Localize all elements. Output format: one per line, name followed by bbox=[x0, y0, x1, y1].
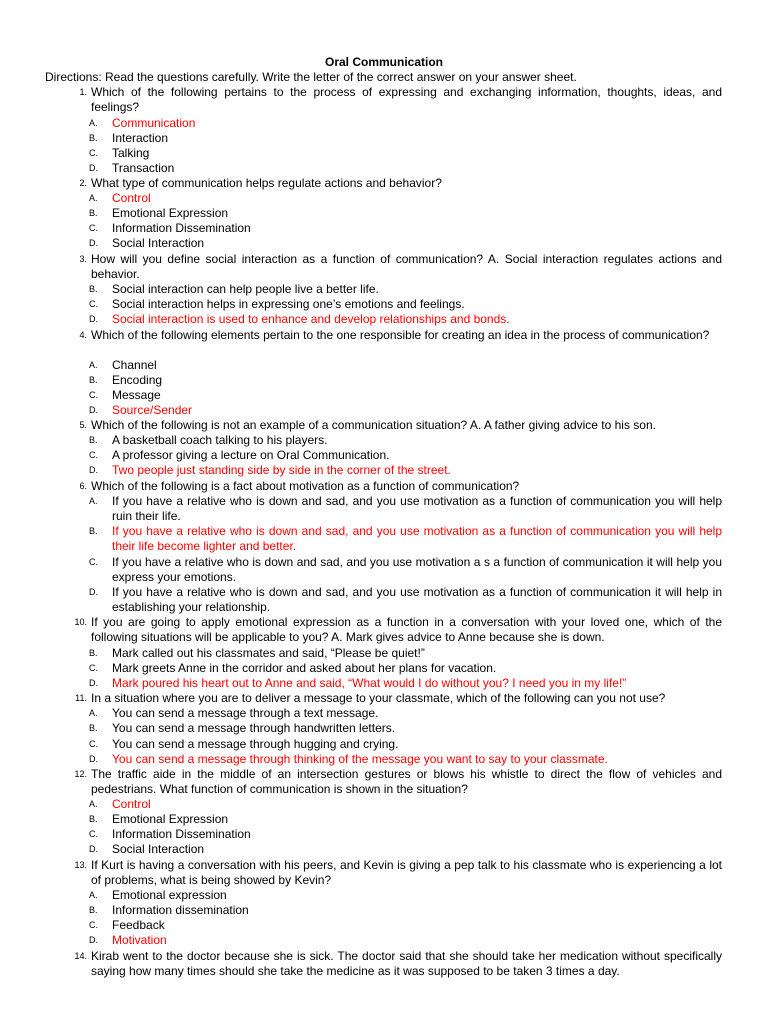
question-text: Which of the following elements pertain to the one responsible for creating an idea in the process of communication? bbox=[91, 328, 710, 342]
option-text: Social Interaction bbox=[112, 236, 205, 250]
option-letter: D. bbox=[89, 314, 98, 324]
option-text: Channel bbox=[112, 358, 157, 372]
option-text: Source/Sender bbox=[112, 403, 193, 417]
option-letter: D. bbox=[89, 163, 98, 173]
answer-option bbox=[89, 585, 722, 615]
answer-option bbox=[89, 494, 722, 524]
answer-option bbox=[89, 721, 722, 736]
option-letter: D. bbox=[89, 678, 98, 688]
option-letter: C. bbox=[89, 663, 98, 673]
option-letter: D. bbox=[89, 405, 98, 415]
question-11 bbox=[74, 949, 722, 979]
option-text: Mark called out his classmates and said, “Please be quiet!” bbox=[112, 646, 425, 660]
option-text: If you have a relative who is down and sad, and you use motivation as a function of communication you will help their life become lighter and better. bbox=[112, 524, 722, 554]
answer-option bbox=[89, 706, 722, 721]
option-letter: C. bbox=[89, 557, 98, 567]
option-letter: D. bbox=[89, 754, 98, 764]
question-text: If Kurt is having a conversation with his peers, and Kevin is giving a pep talk to his classmate who is experiencing a lot of problems, what is being showed by Kevin? bbox=[91, 858, 722, 888]
option-letter: A. bbox=[89, 496, 98, 506]
option-letter: B. bbox=[89, 905, 98, 915]
answer-option-correct bbox=[89, 116, 722, 131]
option-text: Message bbox=[112, 388, 161, 402]
option-letter: D. bbox=[89, 587, 98, 597]
answer-option-correct bbox=[89, 797, 722, 812]
answer-option bbox=[89, 842, 722, 857]
option-text: Information Dissemination bbox=[112, 827, 251, 841]
answer-option-correct bbox=[89, 312, 722, 327]
option-text: Interaction bbox=[112, 131, 169, 145]
question-1 bbox=[79, 85, 722, 115]
option-letter: B. bbox=[89, 133, 98, 143]
answer-option bbox=[89, 358, 722, 373]
answer-option bbox=[89, 903, 722, 918]
answer-option bbox=[89, 161, 722, 176]
option-letter: C. bbox=[89, 739, 98, 749]
option-text: If you have a relative who is down and sad, and you use motivation as a function of communication it will help in establishing your relationship. bbox=[112, 585, 722, 615]
option-text: Social interaction can help people live a better life. bbox=[112, 282, 379, 296]
option-letter: A. bbox=[89, 708, 98, 718]
question-text: If you are going to apply emotional expression as a function in a conversation with your loved one, which of the following situations will be applicable to you? A. Mark gives advice to Anne because she is down. bbox=[91, 615, 722, 645]
question-text: Which of the following is a fact about motivation as a function of communication? bbox=[91, 479, 520, 493]
option-letter: B. bbox=[89, 375, 98, 385]
option-letter: B. bbox=[89, 208, 98, 218]
answer-option bbox=[89, 221, 722, 236]
option-text: A professor giving a lecture on Oral Communication. bbox=[112, 448, 390, 462]
answer-option bbox=[89, 737, 722, 752]
directions-text: Directions: Read the questions carefully. Write the letter of the correct answer on your answer sheet. bbox=[45, 70, 577, 84]
option-text: Mark greets Anne in the corridor and asked about her plans for vacation. bbox=[112, 661, 497, 675]
option-letter: D. bbox=[89, 465, 98, 475]
option-letter: A. bbox=[89, 118, 98, 128]
option-letter: C. bbox=[89, 148, 98, 158]
question-8 bbox=[75, 691, 722, 706]
question-7 bbox=[74, 615, 722, 645]
option-letter: C. bbox=[89, 390, 98, 400]
option-text: Information dissemination bbox=[112, 903, 249, 917]
question-number: 6. bbox=[79, 481, 87, 491]
question-5 bbox=[79, 418, 722, 433]
option-text: You can send a message through thinking of the message you want to say to your classmate. bbox=[112, 752, 608, 766]
answer-option-correct bbox=[89, 676, 722, 691]
question-number: 1. bbox=[79, 87, 87, 97]
answer-option bbox=[89, 555, 722, 585]
question-number: 4. bbox=[79, 330, 87, 340]
option-letter: B. bbox=[89, 648, 98, 658]
option-letter: D. bbox=[89, 844, 98, 854]
option-letter: B. bbox=[89, 723, 98, 733]
question-2 bbox=[79, 176, 722, 191]
option-letter: C. bbox=[89, 829, 98, 839]
option-text: Emotional expression bbox=[112, 888, 227, 902]
option-text: You can send a message through handwritten letters. bbox=[112, 721, 396, 735]
question-number: 14. bbox=[74, 951, 87, 961]
option-letter: C. bbox=[89, 920, 98, 930]
answer-option bbox=[89, 146, 722, 161]
question-number: 3. bbox=[79, 254, 87, 264]
option-text: Control bbox=[112, 191, 151, 205]
question-number: 12. bbox=[74, 769, 87, 779]
answer-option bbox=[89, 661, 722, 676]
option-letter: C. bbox=[89, 223, 98, 233]
option-text: Encoding bbox=[112, 373, 163, 387]
answer-option bbox=[89, 433, 722, 448]
option-letter: B. bbox=[89, 814, 98, 824]
option-letter: A. bbox=[89, 193, 98, 203]
question-text: In a situation where you are to deliver a message to your classmate, which of the following can you not use? bbox=[91, 691, 666, 705]
question-text: What type of communication helps regulate actions and behavior? bbox=[91, 176, 442, 190]
option-text: Control bbox=[112, 797, 151, 811]
option-text: Transaction bbox=[112, 161, 175, 175]
option-text: You can send a message through hugging and crying. bbox=[112, 737, 399, 751]
answer-option bbox=[89, 388, 722, 403]
question-number: 2. bbox=[79, 178, 87, 188]
option-text: A basketball coach talking to his players. bbox=[112, 433, 328, 447]
answer-option bbox=[89, 827, 722, 842]
question-number: 10. bbox=[74, 617, 87, 627]
question-text: Which of the following is not an example of a communication situation? A. A father giving advice to his son. bbox=[91, 418, 656, 432]
answer-option-correct bbox=[89, 191, 722, 206]
answer-option bbox=[89, 282, 722, 297]
question-4 bbox=[79, 328, 722, 343]
option-letter: B. bbox=[89, 284, 98, 294]
answer-option bbox=[89, 236, 722, 251]
answer-option bbox=[89, 646, 722, 661]
option-letter: B. bbox=[89, 435, 98, 445]
option-text: Talking bbox=[112, 146, 150, 160]
option-text: Two people just standing side by side in the corner of the street. bbox=[112, 463, 451, 477]
page-title: Oral Communication bbox=[324, 55, 443, 69]
question-3 bbox=[79, 252, 722, 282]
option-text: Mark poured his heart out to Anne and said, “What would I do without you? I need you in my life!” bbox=[112, 676, 627, 690]
answer-option bbox=[89, 131, 722, 146]
option-text: Emotional Expression bbox=[112, 206, 229, 220]
answer-option-correct bbox=[89, 933, 722, 948]
question-text: How will you define social interaction as a function of communication? A. Social interaction regulates actions and behavior. bbox=[91, 252, 722, 282]
question-text: Kirab went to the doctor because she is sick. The doctor said that she should take her medication without specifically saying how many times should she take the medicine as it was supposed to be taken 3 times a day. bbox=[91, 949, 722, 979]
answer-option-correct bbox=[89, 463, 722, 478]
option-letter: D. bbox=[89, 238, 98, 248]
question-9 bbox=[74, 767, 722, 797]
answer-option bbox=[89, 297, 722, 312]
answer-option bbox=[89, 448, 722, 463]
option-text: If you have a relative who is down and sad, and you use motivation a s a function of communication it will help you express your emotions. bbox=[112, 555, 722, 585]
answer-option bbox=[89, 373, 722, 388]
answer-option-correct bbox=[89, 524, 722, 554]
answer-option bbox=[89, 206, 722, 221]
option-text: Social Interaction bbox=[112, 842, 205, 856]
option-text: Emotional Expression bbox=[112, 812, 229, 826]
question-text: The traffic aide in the middle of an intersection gestures or blows his whistle to direct the flow of vehicles and pedestrians. What function of communication is shown in the situation? bbox=[91, 767, 722, 797]
option-text: You can send a message through a text message. bbox=[112, 706, 379, 720]
option-text: If you have a relative who is down and sad, and you use motivation as a function of communication you will help ruin their life. bbox=[112, 494, 722, 524]
question-10 bbox=[74, 858, 722, 888]
option-letter: A. bbox=[89, 890, 98, 900]
option-text: Information Dissemination bbox=[112, 221, 251, 235]
answer-option bbox=[89, 812, 722, 827]
answer-option-correct bbox=[89, 752, 722, 767]
answer-option bbox=[89, 918, 722, 933]
option-letter: A. bbox=[89, 360, 98, 370]
option-text: Feedback bbox=[112, 918, 165, 932]
option-letter: C. bbox=[89, 450, 98, 460]
question-number: 13. bbox=[74, 860, 87, 870]
option-letter: C. bbox=[89, 299, 98, 309]
answer-option bbox=[89, 888, 722, 903]
answer-option-correct bbox=[89, 403, 722, 418]
option-letter: B. bbox=[89, 526, 98, 536]
question-text: Which of the following pertains to the process of expressing and exchanging information, thoughts, ideas, and feelings? bbox=[91, 85, 722, 115]
question-6 bbox=[79, 479, 722, 494]
option-letter: D. bbox=[89, 935, 98, 945]
question-number: 5. bbox=[79, 420, 87, 430]
option-text: Communication bbox=[112, 116, 196, 130]
option-text: Social interaction helps in expressing one’s emotions and feelings. bbox=[112, 297, 465, 311]
option-letter: A. bbox=[89, 799, 98, 809]
option-text: Social interaction is used to enhance and develop relationships and bonds. bbox=[112, 312, 510, 326]
option-text: Motivation bbox=[112, 933, 167, 947]
question-number: 11. bbox=[75, 693, 87, 703]
